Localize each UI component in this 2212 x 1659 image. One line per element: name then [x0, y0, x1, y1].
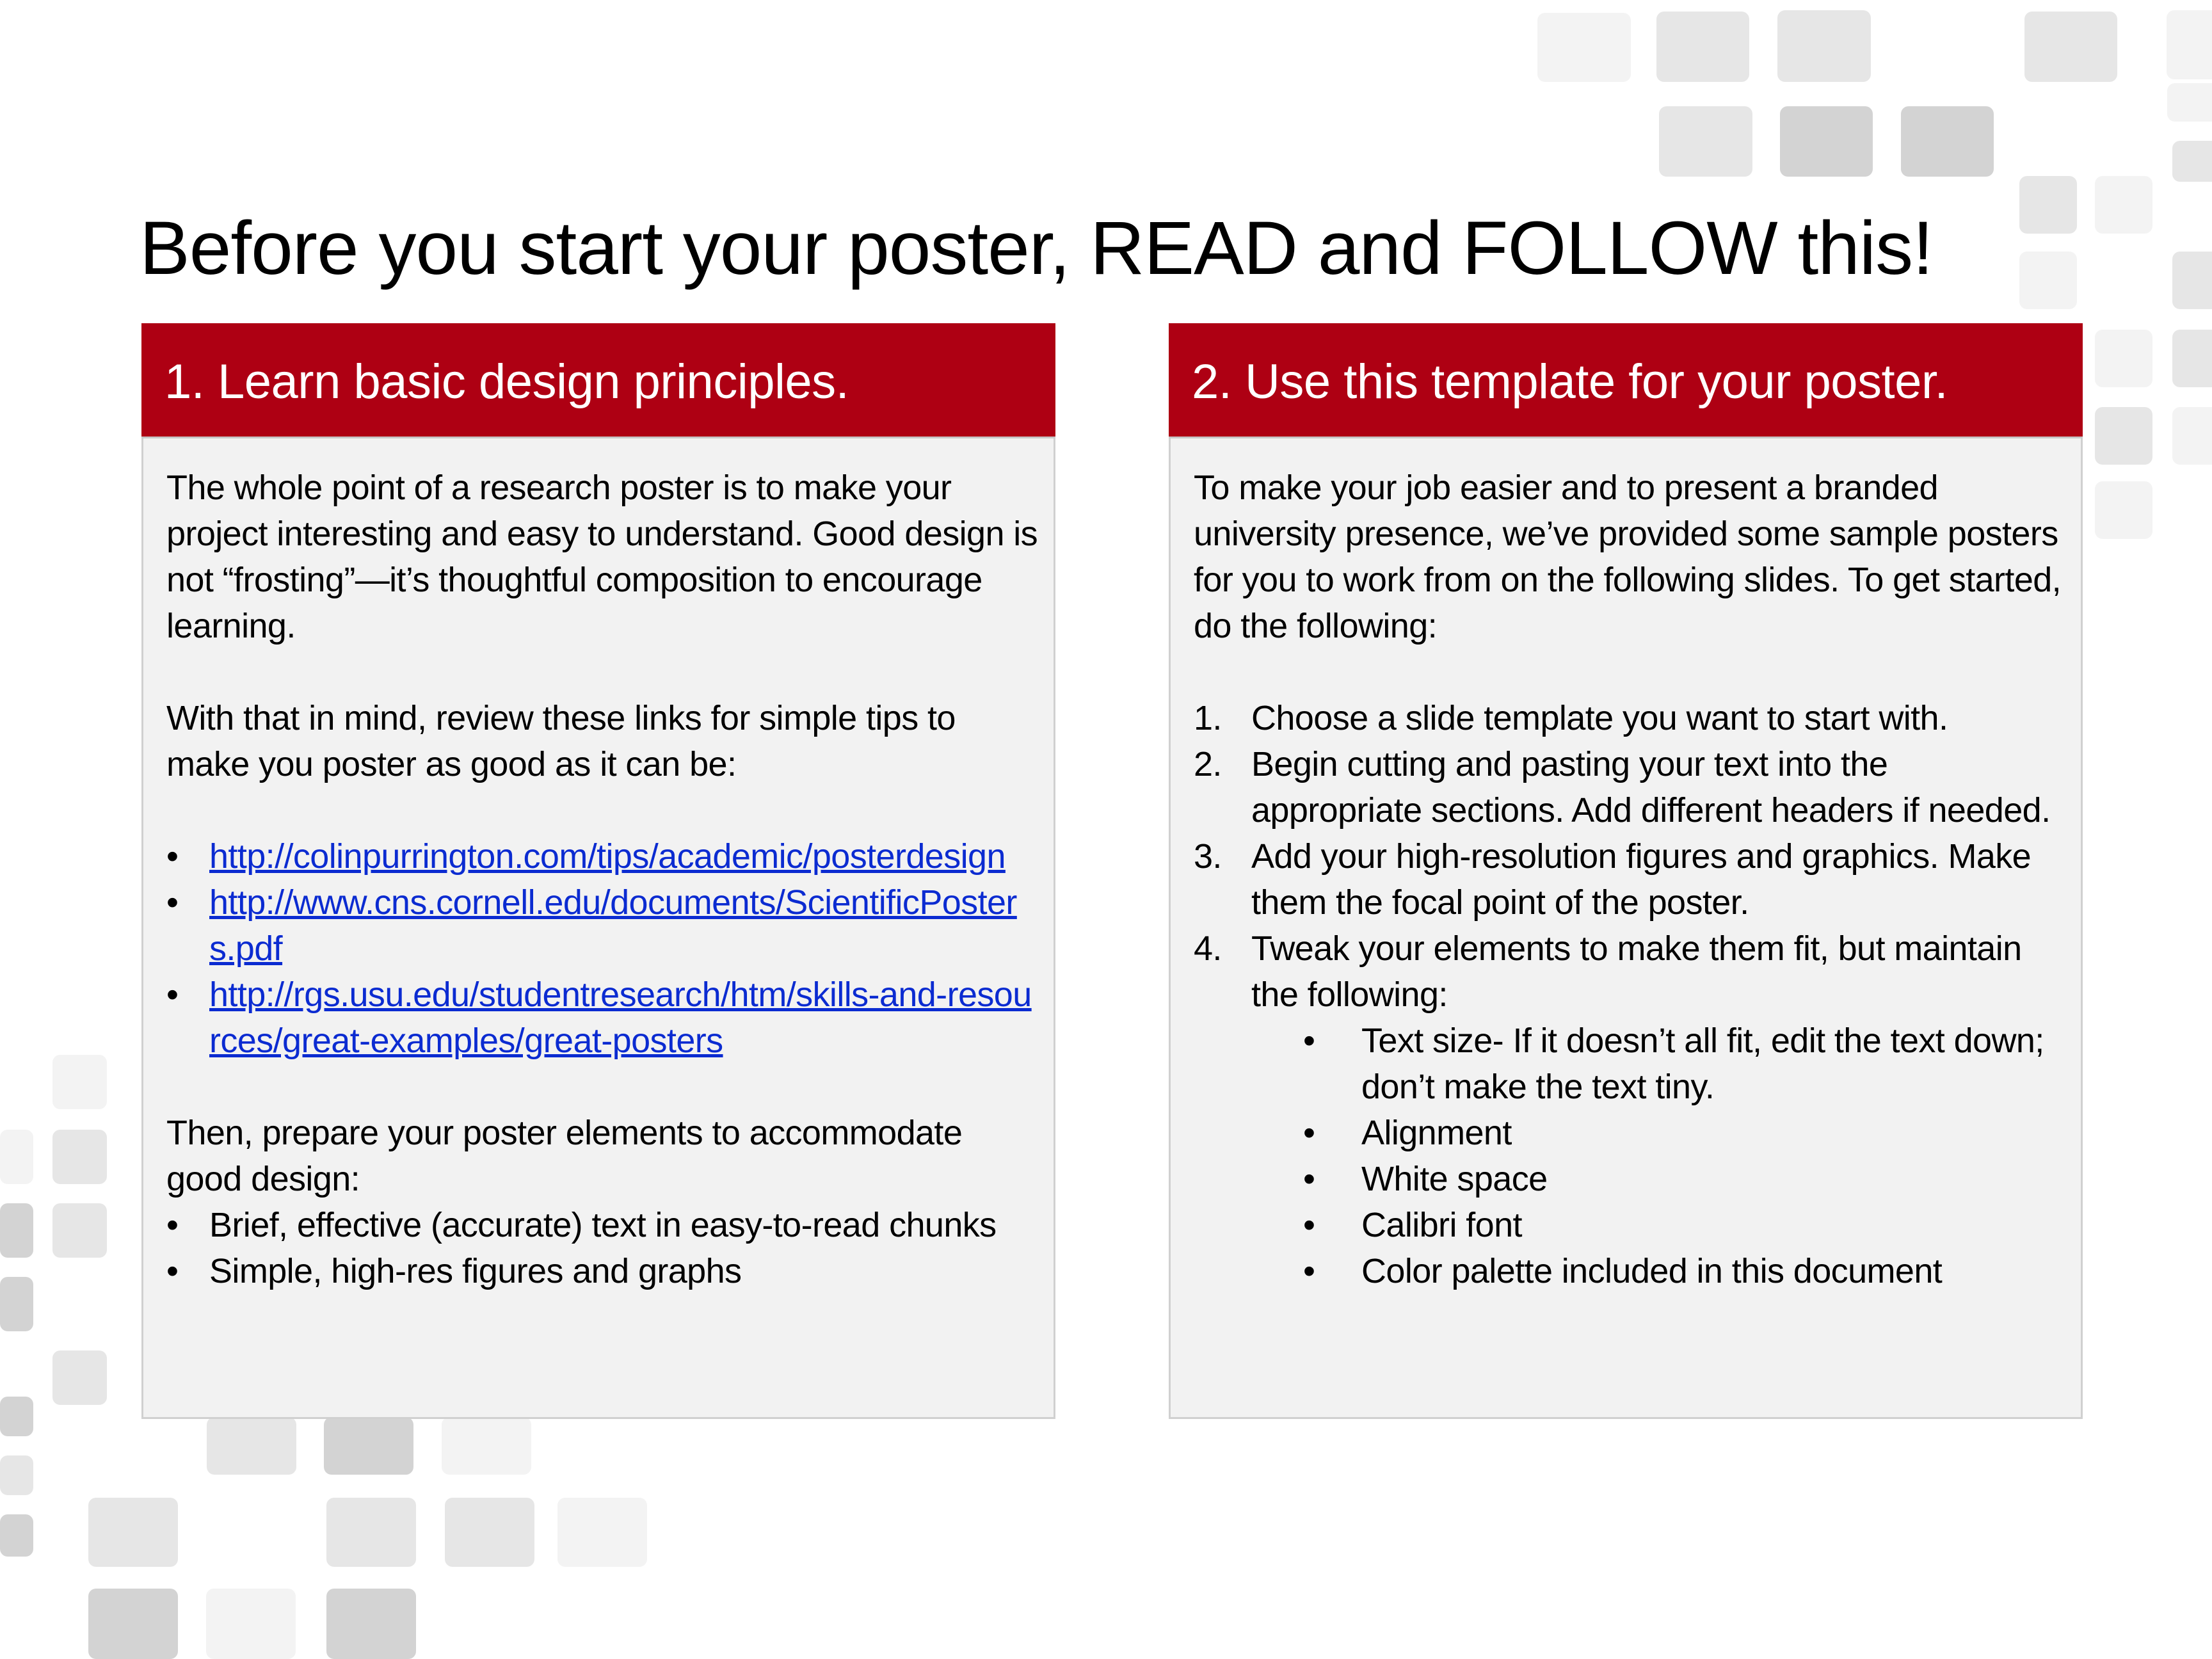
bullet-icon: •	[1303, 1206, 1315, 1244]
panel-body	[1194, 465, 2065, 1294]
resource-link[interactable]: http://www.cns.cornell.edu/documents/ScientificPosters.pdf	[209, 883, 1017, 968]
decorative-square	[2095, 407, 2152, 465]
maintain-list	[1303, 1018, 2065, 1294]
list-item	[1303, 1202, 2065, 1248]
resource-link[interactable]: http://colinpurrington.com/tips/academic/posterdesign	[209, 837, 1006, 876]
list-item-text: Tweak your elements to make them fit, but maintain the following:	[1251, 929, 2022, 1014]
decorative-square	[1656, 12, 1749, 82]
decorative-square	[1537, 13, 1631, 82]
bullet-icon: •	[166, 975, 179, 1014]
decorative-square	[445, 1498, 534, 1567]
list-item	[166, 1248, 1038, 1294]
list-item-text: Choose a slide template you want to start with.	[1251, 699, 1948, 737]
intro-paragraph: The whole point of a research poster is to make your project interesting and easy to understand. Good design is not “frosting”—it’s thoughtful composition to encourage learning.	[166, 469, 1038, 645]
decorative-square	[0, 1130, 33, 1184]
spacer	[166, 1064, 1038, 1110]
decorative-square	[207, 1417, 296, 1475]
page-title: Before you start your poster, READ and FOLLOW this!	[140, 206, 1933, 291]
step-number: 1.	[1194, 699, 1222, 737]
list-item	[1194, 741, 2065, 833]
resource-link[interactable]: http://rgs.usu.edu/studentresearch/htm/skills-and-resources/great-examples/great-posters	[209, 975, 1032, 1060]
list-item-text: Brief, effective (accurate) text in easy-to-read chunks	[209, 1206, 997, 1244]
spacer	[1194, 649, 2065, 695]
decorative-square	[2172, 141, 2212, 182]
list-item	[1194, 695, 2065, 741]
design-principles-panel	[141, 323, 1055, 1419]
list-item-text: Simple, high-res figures and graphs	[209, 1252, 742, 1290]
resource-link-list	[166, 833, 1038, 1064]
panel-header	[1169, 323, 2083, 438]
decorative-square	[442, 1417, 531, 1475]
panel-header	[141, 323, 1055, 438]
bullet-icon: •	[166, 883, 179, 922]
decorative-square	[557, 1498, 647, 1567]
list-item	[166, 972, 1038, 1064]
list-item-text: Add your high-resolution figures and graphics. Make them the focal point of the poster.	[1251, 837, 2032, 922]
bullet-icon: •	[1303, 1160, 1315, 1198]
decorative-square	[206, 1589, 296, 1659]
decorative-square	[2095, 330, 2152, 387]
decorative-square	[0, 1514, 33, 1557]
intro-paragraph: To make your job easier and to present a branded university presence, we’ve provided some sample posters for you to work from on the following slides. To get started, do the following:	[1194, 469, 2062, 645]
decorative-square	[326, 1589, 416, 1659]
decorative-square	[88, 1589, 178, 1659]
decorative-square	[52, 1203, 107, 1258]
decorative-square	[1901, 106, 1994, 177]
decorative-square	[0, 1277, 33, 1331]
panel-header-title: 1. Learn basic design principles.	[164, 355, 849, 409]
decorative-square	[0, 1203, 33, 1258]
bullet-icon: •	[1303, 1022, 1315, 1060]
bullet-icon: •	[166, 1252, 179, 1290]
list-item	[166, 1202, 1038, 1248]
decorative-square	[2167, 83, 2212, 122]
list-item	[1303, 1018, 2065, 1110]
list-item-text: Alignment	[1361, 1114, 1512, 1152]
decorative-square	[1659, 106, 1752, 177]
list-item	[1303, 1110, 2065, 1156]
decorative-square	[0, 1455, 33, 1495]
bullet-icon: •	[166, 837, 179, 876]
spacer	[166, 787, 1038, 833]
step-number: 4.	[1194, 929, 1222, 968]
design-tips-list	[166, 1202, 1038, 1294]
template-usage-panel	[1169, 323, 2083, 1419]
list-item	[1303, 1248, 2065, 1294]
list-item	[166, 833, 1038, 879]
decorative-square	[0, 1397, 33, 1436]
list-item-text: Begin cutting and pasting your text into the appropriate sections. Add different headers if needed.	[1251, 745, 2051, 830]
step-number: 3.	[1194, 837, 1222, 876]
decorative-square	[2167, 10, 2212, 79]
decorative-square	[2095, 481, 2152, 539]
list-item	[1194, 833, 2065, 926]
maintain-list-wrapper	[1303, 1018, 2065, 1294]
decorative-square	[1780, 106, 1873, 177]
decorative-square	[88, 1498, 178, 1567]
steps-list	[1194, 695, 2065, 1018]
bullet-icon: •	[1303, 1114, 1315, 1152]
decorative-square	[2095, 176, 2152, 234]
panel-header-title: 2. Use this template for your poster.	[1192, 355, 1948, 409]
list-item-text: White space	[1361, 1160, 1548, 1198]
list-item	[1194, 926, 2065, 1018]
bullet-icon: •	[1303, 1252, 1315, 1290]
decorative-square	[2172, 252, 2212, 309]
decorative-square	[2024, 12, 2117, 82]
list-item-text: Text size- If it doesn’t all fit, edit the text down; don’t make the text tiny.	[1361, 1022, 2044, 1106]
decorative-square	[52, 1055, 107, 1109]
decorative-square	[326, 1498, 416, 1567]
decorative-square	[52, 1350, 107, 1405]
step-number: 2.	[1194, 745, 1222, 783]
review-paragraph: With that in mind, review these links for simple tips to make you poster as good as it can be:	[166, 699, 956, 783]
decorative-square	[52, 1130, 107, 1184]
list-item-text: Color palette included in this document	[1361, 1252, 1943, 1290]
decorative-square	[2172, 407, 2212, 465]
spacer	[166, 649, 1038, 695]
decorative-square	[1777, 10, 1871, 82]
list-item	[166, 879, 1038, 972]
prepare-paragraph: Then, prepare your poster elements to accommodate good design:	[166, 1114, 963, 1198]
decorative-square	[2019, 176, 2077, 234]
bullet-icon: •	[166, 1206, 179, 1244]
decorative-square	[2172, 330, 2212, 387]
list-item	[1303, 1156, 2065, 1202]
panel-body	[166, 465, 1038, 1294]
decorative-square	[2019, 252, 2077, 309]
list-item-text: Calibri font	[1361, 1206, 1522, 1244]
decorative-square	[324, 1417, 413, 1475]
